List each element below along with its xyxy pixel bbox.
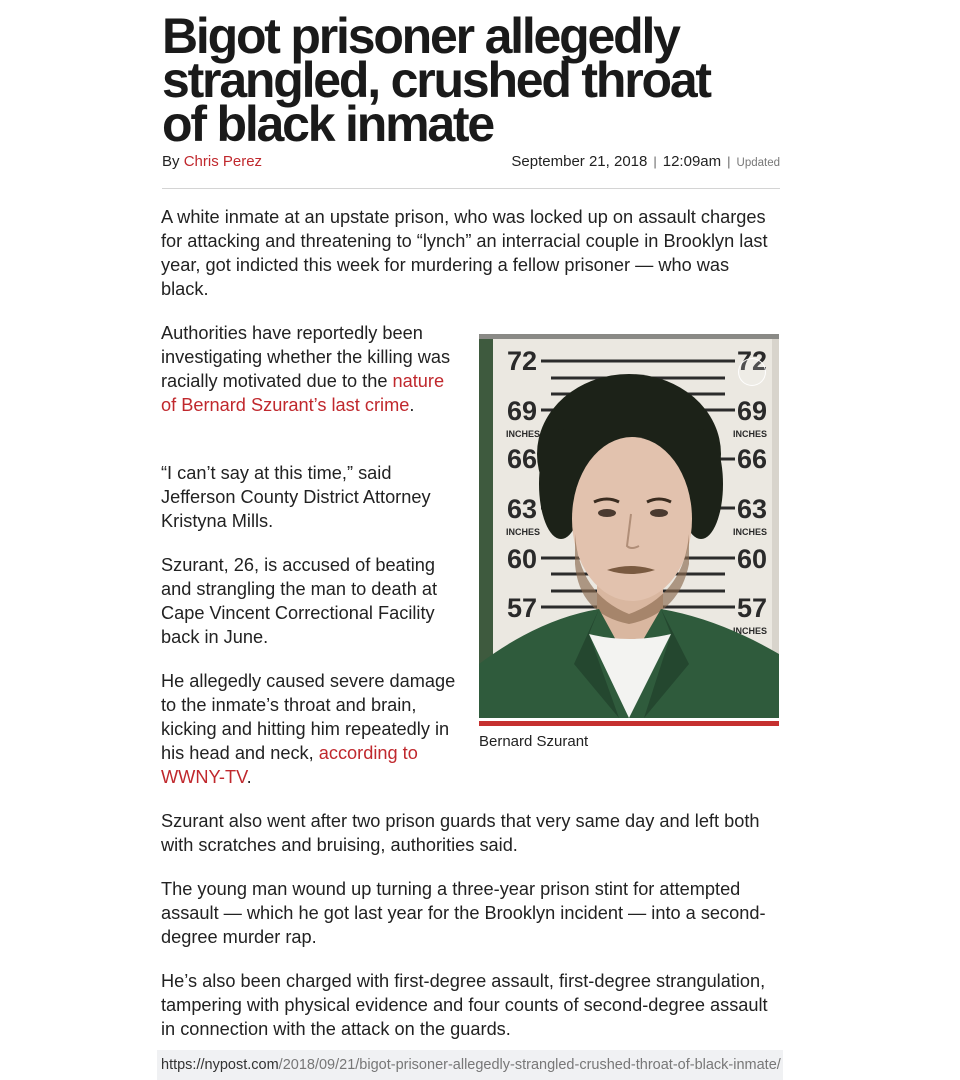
url-domain: https://nypost.com <box>161 1057 279 1073</box>
svg-text:66: 66 <box>737 444 768 474</box>
paragraph: Szurant also went after two prison guards that very same day and left both with scratches and bruising, authorities said. <box>161 811 760 855</box>
updated-label: Updated <box>736 157 780 169</box>
mugshot-illustration <box>479 334 779 718</box>
paragraph: He’s also been charged with first-degree assault, first-degree strangulation, tampering with physical evidence and four counts of second-degree assault in connection with the attack on the guards. <box>161 971 768 1039</box>
publish-date: September 21, 2018 <box>511 153 648 170</box>
publish-time: 12:09am <box>662 153 722 170</box>
paragraph: A white inmate at an upstate prison, who was locked up on assault charges for attacking and threatening to “lynch” an interracial couple in Brooklyn last year, got indicted this week for murdering a fellow prisoner — who was black. <box>161 207 768 299</box>
dateline <box>511 153 780 170</box>
url-path: /2018/09/21/bigot-prisoner-allegedly-strangled-crushed-throat-of-black-inmate/ <box>278 1057 781 1073</box>
wwny-tv-link[interactable]: according to WWNY-TV <box>161 743 418 787</box>
prior-crime-link[interactable]: nature of Bernard Szurant’s last crime <box>161 371 445 415</box>
photo-caption: Bernard Szurant <box>479 733 589 750</box>
svg-text:72: 72 <box>737 346 768 376</box>
svg-text:63: 63 <box>507 494 538 524</box>
svg-text:INCHES: INCHES <box>506 527 541 537</box>
svg-text:69: 69 <box>737 396 768 426</box>
paragraph-text: He allegedly caused severe damage to the inmate’s throat and brain, kicking and hitting him repeatedly in his head and neck, <box>161 671 456 763</box>
article-figure <box>479 334 779 750</box>
expand-image-icon[interactable] <box>738 358 766 386</box>
byline <box>162 153 262 170</box>
svg-text:INCHES: INCHES <box>733 429 768 439</box>
paragraph: Szurant, 26, is accused of beating and strangling the man to death at Cape Vincent Correctional Facility back in June. <box>161 555 438 647</box>
svg-text:69: 69 <box>507 396 538 426</box>
separator: | <box>653 154 657 169</box>
headline-line: Bigot prisoner allegedly <box>162 8 679 64</box>
mugshot-photo[interactable] <box>479 334 779 718</box>
headline-line: strangled, crushed throat <box>162 52 710 108</box>
separator: | <box>727 154 731 169</box>
byline-prefix: By <box>162 153 180 170</box>
source-url[interactable] <box>157 1050 783 1080</box>
svg-text:57: 57 <box>737 593 768 623</box>
paragraph-text: . <box>409 395 415 415</box>
svg-text:66: 66 <box>507 444 538 474</box>
svg-text:60: 60 <box>737 544 768 574</box>
svg-text:72: 72 <box>507 346 538 376</box>
paragraph-text: Authorities have reportedly been investigating whether the killing was racially motivated due to the <box>161 323 451 391</box>
svg-text:60: 60 <box>507 544 538 574</box>
headline-line: of black inmate <box>162 96 493 152</box>
paragraph <box>161 669 461 789</box>
author-link[interactable]: Chris Perez <box>183 153 263 170</box>
svg-text:INCHES: INCHES <box>506 429 541 439</box>
article-headline <box>162 8 802 152</box>
byline-divider <box>162 188 780 189</box>
paragraph-text: . <box>246 767 252 787</box>
svg-text:63: 63 <box>737 494 768 524</box>
paragraph: “I can’t say at this time,” said Jefferson County District Attorney Kristyna Mills. <box>161 463 431 531</box>
caption-accent-bar <box>479 721 779 726</box>
svg-text:INCHES: INCHES <box>733 626 768 636</box>
svg-text:57: 57 <box>507 593 538 623</box>
paragraph <box>161 321 461 417</box>
svg-text:INCHES: INCHES <box>733 527 768 537</box>
paragraph: The young man wound up turning a three-year prison stint for attempted assault — which he got last year for the Brooklyn incident — into a second-degree murder rap. <box>161 879 766 947</box>
